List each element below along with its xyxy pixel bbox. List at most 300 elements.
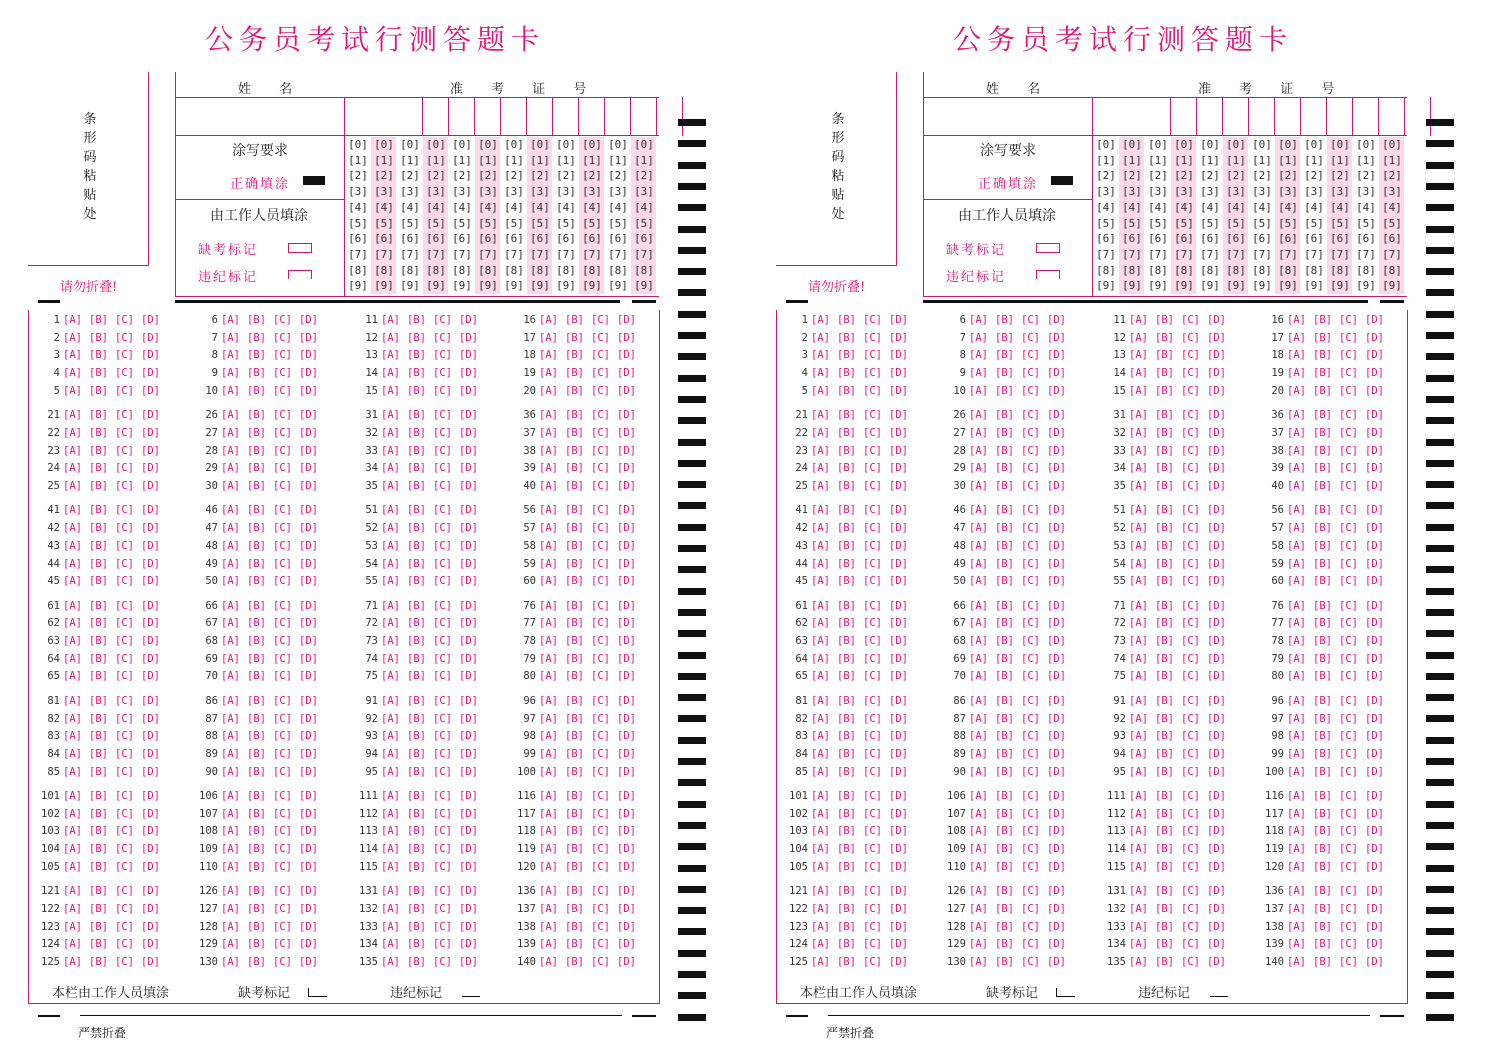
answer-bubble[interactable]: [A]: [381, 409, 400, 422]
answer-bubble[interactable]: [C]: [273, 522, 292, 535]
answer-bubble[interactable]: [A]: [539, 384, 558, 397]
answer-bubble[interactable]: [A]: [811, 902, 830, 915]
id-digit-bubble[interactable]: [8]: [504, 263, 524, 277]
answer-bubble[interactable]: [B]: [1313, 712, 1332, 725]
answer-bubble[interactable]: [A]: [1129, 384, 1148, 397]
answer-bubble[interactable]: [A]: [381, 314, 400, 326]
answer-bubble[interactable]: [B]: [89, 409, 108, 422]
answer-bubble[interactable]: [D]: [1365, 504, 1384, 517]
answer-bubble[interactable]: [C]: [863, 712, 882, 725]
answer-bubble[interactable]: [D]: [1207, 349, 1226, 362]
id-digit-bubble[interactable]: [0]: [1200, 138, 1220, 151]
answer-bubble[interactable]: [A]: [63, 426, 82, 439]
answer-bubble[interactable]: [D]: [141, 480, 160, 492]
answer-bubble[interactable]: [A]: [539, 504, 558, 517]
answer-bubble[interactable]: [C]: [591, 617, 610, 630]
answer-bubble[interactable]: [D]: [141, 670, 160, 683]
answer-bubble[interactable]: [A]: [1129, 522, 1148, 535]
answer-bubble[interactable]: [B]: [565, 843, 584, 856]
answer-bubble[interactable]: [C]: [433, 843, 452, 856]
answer-bubble[interactable]: [B]: [1313, 825, 1332, 838]
answer-bubble[interactable]: [D]: [617, 504, 636, 517]
answer-bubble[interactable]: [C]: [433, 462, 452, 475]
answer-bubble[interactable]: [B]: [89, 314, 108, 326]
answer-bubble[interactable]: [C]: [591, 384, 610, 397]
id-digit-bubble[interactable]: [4]: [1148, 200, 1168, 214]
answer-bubble[interactable]: [B]: [89, 825, 108, 838]
answer-bubble[interactable]: [C]: [273, 652, 292, 665]
answer-bubble[interactable]: [D]: [1047, 694, 1066, 707]
answer-bubble[interactable]: [D]: [459, 956, 478, 968]
id-digit-bubble[interactable]: [7]: [1096, 247, 1116, 261]
answer-bubble[interactable]: [D]: [459, 712, 478, 725]
id-digit-bubble[interactable]: [1]: [374, 153, 394, 167]
answer-bubble[interactable]: [B]: [995, 956, 1014, 968]
answer-bubble[interactable]: [A]: [381, 539, 400, 552]
answer-bubble[interactable]: [A]: [811, 522, 830, 535]
answer-bubble[interactable]: [C]: [863, 462, 882, 475]
answer-bubble[interactable]: [B]: [1313, 522, 1332, 535]
answer-bubble[interactable]: [C]: [273, 843, 292, 856]
answer-bubble[interactable]: [D]: [141, 843, 160, 856]
answer-bubble[interactable]: [A]: [539, 575, 558, 588]
answer-bubble[interactable]: [C]: [273, 670, 292, 683]
answer-bubble[interactable]: [D]: [617, 807, 636, 820]
answer-bubble[interactable]: [B]: [89, 557, 108, 570]
answer-bubble[interactable]: [D]: [889, 694, 908, 707]
answer-bubble[interactable]: [A]: [221, 747, 240, 760]
answer-bubble[interactable]: [C]: [591, 635, 610, 647]
answer-bubble[interactable]: [D]: [1365, 694, 1384, 707]
answer-bubble[interactable]: [D]: [1207, 920, 1226, 933]
answer-bubble[interactable]: [B]: [837, 902, 856, 915]
answer-bubble[interactable]: [D]: [617, 462, 636, 475]
answer-bubble[interactable]: [A]: [221, 825, 240, 838]
footer-absent-box[interactable]: [308, 988, 327, 997]
answer-bubble[interactable]: [A]: [539, 652, 558, 665]
answer-bubble[interactable]: [B]: [407, 480, 426, 492]
answer-bubble[interactable]: [A]: [63, 314, 82, 326]
answer-bubble[interactable]: [C]: [115, 635, 134, 647]
answer-bubble[interactable]: [A]: [1129, 575, 1148, 588]
answer-bubble[interactable]: [C]: [1181, 860, 1200, 873]
id-digit-bubble[interactable]: [4]: [556, 200, 576, 214]
id-digit-bubble[interactable]: [8]: [1096, 263, 1116, 277]
answer-bubble[interactable]: [C]: [433, 575, 452, 588]
answer-bubble[interactable]: [B]: [1155, 504, 1174, 517]
answer-bubble[interactable]: [B]: [247, 860, 266, 873]
id-digit-bubble[interactable]: [9]: [1174, 279, 1194, 293]
id-digit-bubble[interactable]: [1]: [400, 153, 420, 167]
answer-bubble[interactable]: [A]: [811, 575, 830, 588]
id-digit-bubble[interactable]: [9]: [478, 279, 498, 293]
answer-bubble[interactable]: [C]: [1021, 694, 1040, 707]
answer-bubble[interactable]: [D]: [141, 539, 160, 552]
answer-bubble[interactable]: [A]: [539, 599, 558, 612]
answer-bubble[interactable]: [D]: [617, 920, 636, 933]
answer-bubble[interactable]: [D]: [1207, 504, 1226, 517]
answer-bubble[interactable]: [B]: [565, 920, 584, 933]
answer-bubble[interactable]: [A]: [1287, 635, 1306, 647]
answer-bubble[interactable]: [C]: [433, 367, 452, 380]
answer-bubble[interactable]: [D]: [617, 902, 636, 915]
id-digit-bubble[interactable]: [8]: [582, 263, 602, 277]
answer-bubble[interactable]: [D]: [1365, 480, 1384, 492]
answer-bubble[interactable]: [A]: [1287, 825, 1306, 838]
answer-bubble[interactable]: [B]: [837, 384, 856, 397]
violation-mark-box[interactable]: [288, 270, 312, 279]
answer-bubble[interactable]: [A]: [539, 956, 558, 968]
answer-bubble[interactable]: [C]: [273, 956, 292, 968]
id-digit-bubble[interactable]: [8]: [1304, 263, 1324, 277]
answer-bubble[interactable]: [D]: [1365, 885, 1384, 898]
answer-bubble[interactable]: [D]: [1365, 902, 1384, 915]
answer-bubble[interactable]: [B]: [89, 617, 108, 630]
id-digit-bubble[interactable]: [8]: [1382, 263, 1402, 277]
answer-bubble[interactable]: [B]: [837, 462, 856, 475]
answer-bubble[interactable]: [B]: [89, 843, 108, 856]
answer-bubble[interactable]: [A]: [811, 807, 830, 820]
answer-bubble[interactable]: [B]: [1313, 747, 1332, 760]
answer-bubble[interactable]: [D]: [1047, 730, 1066, 743]
answer-bubble[interactable]: [C]: [1339, 765, 1358, 778]
answer-bubble[interactable]: [A]: [1129, 807, 1148, 820]
answer-bubble[interactable]: [A]: [1287, 956, 1306, 968]
answer-bubble[interactable]: [C]: [1339, 539, 1358, 552]
answer-bubble[interactable]: [B]: [995, 670, 1014, 683]
answer-bubble[interactable]: [B]: [837, 426, 856, 439]
answer-bubble[interactable]: [B]: [407, 539, 426, 552]
answer-bubble[interactable]: [C]: [273, 807, 292, 820]
id-digit-bubble[interactable]: [9]: [452, 279, 472, 293]
id-digit-bubble[interactable]: [8]: [1330, 263, 1350, 277]
answer-bubble[interactable]: [B]: [1155, 557, 1174, 570]
answer-bubble[interactable]: [A]: [969, 384, 988, 397]
answer-bubble[interactable]: [C]: [273, 790, 292, 802]
id-digit-bubble[interactable]: [4]: [426, 200, 446, 214]
answer-bubble[interactable]: [B]: [89, 790, 108, 802]
answer-bubble[interactable]: [D]: [141, 384, 160, 397]
id-digit-bubble[interactable]: [3]: [348, 185, 368, 199]
id-digit-bubble[interactable]: [7]: [426, 247, 446, 261]
answer-bubble[interactable]: [C]: [1021, 635, 1040, 647]
id-digit-bubble[interactable]: [8]: [556, 263, 576, 277]
answer-bubble[interactable]: [A]: [1287, 747, 1306, 760]
answer-bubble[interactable]: [B]: [1313, 652, 1332, 665]
answer-bubble[interactable]: [B]: [565, 956, 584, 968]
answer-bubble[interactable]: [B]: [995, 575, 1014, 588]
id-digit-bubble[interactable]: [2]: [582, 169, 602, 183]
answer-bubble[interactable]: [D]: [141, 575, 160, 588]
answer-bubble[interactable]: [C]: [863, 920, 882, 933]
id-digit-bubble[interactable]: [4]: [400, 200, 420, 214]
id-digit-bubble[interactable]: [7]: [1122, 247, 1142, 261]
id-digit-bubble[interactable]: [1]: [1174, 153, 1194, 167]
answer-bubble[interactable]: [C]: [1339, 557, 1358, 570]
id-digit-bubble[interactable]: [2]: [478, 169, 498, 183]
answer-bubble[interactable]: [A]: [969, 426, 988, 439]
id-digit-bubble[interactable]: [5]: [348, 216, 368, 230]
answer-bubble[interactable]: [B]: [89, 444, 108, 457]
answer-bubble[interactable]: [C]: [433, 539, 452, 552]
answer-bubble[interactable]: [D]: [141, 635, 160, 647]
answer-bubble[interactable]: [C]: [1181, 747, 1200, 760]
answer-bubble[interactable]: [B]: [1313, 539, 1332, 552]
answer-bubble[interactable]: [A]: [1287, 522, 1306, 535]
answer-bubble[interactable]: [D]: [1207, 409, 1226, 422]
answer-bubble[interactable]: [B]: [89, 522, 108, 535]
answer-bubble[interactable]: [D]: [617, 956, 636, 968]
answer-bubble[interactable]: [D]: [617, 694, 636, 707]
answer-bubble[interactable]: [B]: [247, 349, 266, 362]
answer-bubble[interactable]: [C]: [115, 860, 134, 873]
answer-bubble[interactable]: [D]: [459, 539, 478, 552]
answer-bubble[interactable]: [C]: [433, 349, 452, 362]
answer-bubble[interactable]: [C]: [1339, 790, 1358, 802]
id-digit-bubble[interactable]: [6]: [1200, 232, 1220, 246]
answer-bubble[interactable]: [C]: [273, 635, 292, 647]
answer-bubble[interactable]: [C]: [1339, 885, 1358, 898]
answer-bubble[interactable]: [C]: [433, 409, 452, 422]
answer-bubble[interactable]: [B]: [407, 747, 426, 760]
id-digit-bubble[interactable]: [1]: [1122, 153, 1142, 167]
answer-bubble[interactable]: [C]: [115, 747, 134, 760]
answer-bubble[interactable]: [B]: [837, 480, 856, 492]
answer-bubble[interactable]: [C]: [863, 825, 882, 838]
answer-bubble[interactable]: [A]: [1287, 409, 1306, 422]
answer-bubble[interactable]: [C]: [115, 409, 134, 422]
answer-bubble[interactable]: [B]: [1155, 539, 1174, 552]
answer-bubble[interactable]: [B]: [1313, 349, 1332, 362]
answer-bubble[interactable]: [D]: [1207, 480, 1226, 492]
answer-bubble[interactable]: [C]: [591, 599, 610, 612]
id-digit-bubble[interactable]: [6]: [504, 232, 524, 246]
answer-bubble[interactable]: [D]: [459, 617, 478, 630]
answer-bubble[interactable]: [B]: [247, 426, 266, 439]
answer-bubble[interactable]: [B]: [89, 730, 108, 743]
answer-bubble[interactable]: [B]: [1155, 522, 1174, 535]
id-digit-bubble[interactable]: [8]: [1226, 263, 1246, 277]
id-digit-bubble[interactable]: [0]: [348, 138, 368, 151]
answer-bubble[interactable]: [B]: [565, 575, 584, 588]
answer-bubble[interactable]: [A]: [1287, 694, 1306, 707]
id-digit-bubble[interactable]: [5]: [1252, 216, 1272, 230]
answer-bubble[interactable]: [D]: [1207, 617, 1226, 630]
answer-bubble[interactable]: [B]: [407, 730, 426, 743]
answer-bubble[interactable]: [A]: [1287, 860, 1306, 873]
answer-bubble[interactable]: [A]: [539, 635, 558, 647]
answer-bubble[interactable]: [C]: [1021, 314, 1040, 326]
id-digit-bubble[interactable]: [9]: [1330, 279, 1350, 293]
answer-bubble[interactable]: [B]: [995, 843, 1014, 856]
answer-bubble[interactable]: [D]: [617, 712, 636, 725]
answer-bubble[interactable]: [A]: [811, 384, 830, 397]
answer-bubble[interactable]: [A]: [63, 790, 82, 802]
id-digit-bubble[interactable]: [3]: [1174, 185, 1194, 199]
id-digit-bubble[interactable]: [5]: [400, 216, 420, 230]
answer-bubble[interactable]: [A]: [539, 790, 558, 802]
footer-violation-box[interactable]: [1210, 988, 1228, 997]
id-digit-bubble[interactable]: [7]: [608, 247, 628, 261]
answer-bubble[interactable]: [C]: [1181, 670, 1200, 683]
answer-bubble[interactable]: [B]: [837, 747, 856, 760]
answer-bubble[interactable]: [A]: [969, 599, 988, 612]
answer-bubble[interactable]: [A]: [381, 956, 400, 968]
id-digit-bubble[interactable]: [1]: [1200, 153, 1220, 167]
answer-bubble[interactable]: [D]: [299, 902, 318, 915]
answer-bubble[interactable]: [D]: [1365, 652, 1384, 665]
answer-bubble[interactable]: [B]: [995, 367, 1014, 380]
answer-bubble[interactable]: [A]: [1129, 349, 1148, 362]
answer-bubble[interactable]: [A]: [1129, 504, 1148, 517]
answer-bubble[interactable]: [D]: [141, 617, 160, 630]
answer-bubble[interactable]: [C]: [273, 444, 292, 457]
answer-bubble[interactable]: [D]: [459, 522, 478, 535]
answer-bubble[interactable]: [C]: [433, 504, 452, 517]
answer-bubble[interactable]: [D]: [299, 617, 318, 630]
answer-bubble[interactable]: [C]: [863, 730, 882, 743]
id-digit-bubble[interactable]: [9]: [1252, 279, 1272, 293]
answer-bubble[interactable]: [B]: [995, 480, 1014, 492]
answer-bubble[interactable]: [B]: [837, 956, 856, 968]
answer-bubble[interactable]: [D]: [889, 480, 908, 492]
answer-bubble[interactable]: [A]: [539, 462, 558, 475]
answer-bubble[interactable]: [C]: [863, 599, 882, 612]
answer-bubble[interactable]: [C]: [863, 635, 882, 647]
answer-bubble[interactable]: [C]: [1021, 730, 1040, 743]
answer-bubble[interactable]: [B]: [407, 462, 426, 475]
id-digit-bubble[interactable]: [0]: [1356, 138, 1376, 151]
answer-bubble[interactable]: [A]: [1129, 956, 1148, 968]
answer-bubble[interactable]: [D]: [617, 885, 636, 898]
answer-bubble[interactable]: [A]: [221, 367, 240, 380]
answer-bubble[interactable]: [A]: [381, 635, 400, 647]
answer-bubble[interactable]: [C]: [591, 694, 610, 707]
answer-bubble[interactable]: [A]: [1287, 730, 1306, 743]
id-digit-bubble[interactable]: [5]: [504, 216, 524, 230]
answer-bubble[interactable]: [C]: [1021, 920, 1040, 933]
answer-bubble[interactable]: [B]: [89, 747, 108, 760]
answer-bubble[interactable]: [B]: [565, 790, 584, 802]
answer-bubble[interactable]: [C]: [1339, 807, 1358, 820]
answer-bubble[interactable]: [D]: [1207, 599, 1226, 612]
answer-bubble[interactable]: [B]: [89, 504, 108, 517]
answer-bubble[interactable]: [D]: [141, 409, 160, 422]
answer-bubble[interactable]: [C]: [115, 790, 134, 802]
answer-bubble[interactable]: [B]: [247, 384, 266, 397]
answer-bubble[interactable]: [B]: [1155, 444, 1174, 457]
answer-bubble[interactable]: [A]: [221, 522, 240, 535]
answer-bubble[interactable]: [C]: [591, 670, 610, 683]
answer-bubble[interactable]: [A]: [63, 522, 82, 535]
answer-bubble[interactable]: [C]: [1021, 860, 1040, 873]
answer-bubble[interactable]: [C]: [591, 314, 610, 326]
answer-bubble[interactable]: [A]: [221, 694, 240, 707]
answer-bubble[interactable]: [A]: [969, 480, 988, 492]
answer-bubble[interactable]: [C]: [433, 384, 452, 397]
id-digit-bubble[interactable]: [0]: [452, 138, 472, 151]
answer-bubble[interactable]: [A]: [381, 860, 400, 873]
answer-bubble[interactable]: [B]: [1155, 712, 1174, 725]
answer-bubble[interactable]: [A]: [1287, 712, 1306, 725]
answer-bubble[interactable]: [A]: [969, 938, 988, 951]
answer-bubble[interactable]: [A]: [381, 712, 400, 725]
id-digit-bubble[interactable]: [8]: [530, 263, 550, 277]
id-digit-bubble[interactable]: [7]: [348, 247, 368, 261]
id-digit-bubble[interactable]: [3]: [1304, 185, 1324, 199]
answer-bubble[interactable]: [D]: [141, 765, 160, 778]
answer-bubble[interactable]: [C]: [433, 712, 452, 725]
answer-bubble[interactable]: [D]: [141, 557, 160, 570]
answer-bubble[interactable]: [C]: [1021, 599, 1040, 612]
answer-bubble[interactable]: [A]: [381, 480, 400, 492]
answer-bubble[interactable]: [A]: [811, 712, 830, 725]
answer-bubble[interactable]: [B]: [837, 367, 856, 380]
id-digit-bubble[interactable]: [1]: [478, 153, 498, 167]
id-digit-bubble[interactable]: [7]: [1148, 247, 1168, 261]
answer-bubble[interactable]: [A]: [1287, 575, 1306, 588]
answer-bubble[interactable]: [C]: [115, 825, 134, 838]
answer-bubble[interactable]: [C]: [115, 462, 134, 475]
id-digit-bubble[interactable]: [6]: [556, 232, 576, 246]
answer-bubble[interactable]: [B]: [565, 730, 584, 743]
id-digit-bubble[interactable]: [5]: [1304, 216, 1324, 230]
answer-bubble[interactable]: [A]: [969, 504, 988, 517]
id-digit-bubble[interactable]: [5]: [1200, 216, 1220, 230]
answer-bubble[interactable]: [A]: [969, 843, 988, 856]
answer-bubble[interactable]: [A]: [539, 920, 558, 933]
id-digit-bubble[interactable]: [9]: [1122, 279, 1142, 293]
answer-bubble[interactable]: [C]: [863, 384, 882, 397]
answer-bubble[interactable]: [B]: [995, 902, 1014, 915]
answer-bubble[interactable]: [B]: [1155, 920, 1174, 933]
answer-bubble[interactable]: [D]: [459, 384, 478, 397]
answer-bubble[interactable]: [D]: [459, 920, 478, 933]
answer-bubble[interactable]: [C]: [115, 557, 134, 570]
answer-bubble[interactable]: [C]: [1339, 480, 1358, 492]
answer-bubble[interactable]: [B]: [995, 599, 1014, 612]
answer-bubble[interactable]: [C]: [591, 444, 610, 457]
answer-bubble[interactable]: [C]: [863, 652, 882, 665]
answer-bubble[interactable]: [B]: [1155, 314, 1174, 326]
answer-bubble[interactable]: [D]: [141, 444, 160, 457]
id-digit-bubble[interactable]: [4]: [452, 200, 472, 214]
answer-bubble[interactable]: [A]: [539, 367, 558, 380]
answer-bubble[interactable]: [D]: [299, 956, 318, 968]
answer-bubble[interactable]: [C]: [115, 504, 134, 517]
answer-bubble[interactable]: [C]: [273, 349, 292, 362]
answer-bubble[interactable]: [C]: [1181, 694, 1200, 707]
id-digit-bubble[interactable]: [4]: [582, 200, 602, 214]
answer-bubble[interactable]: [B]: [565, 652, 584, 665]
answer-bubble[interactable]: [A]: [969, 956, 988, 968]
id-digit-bubble[interactable]: [5]: [452, 216, 472, 230]
answer-bubble[interactable]: [C]: [115, 617, 134, 630]
answer-bubble[interactable]: [D]: [459, 504, 478, 517]
answer-bubble[interactable]: [A]: [1287, 349, 1306, 362]
answer-bubble[interactable]: [D]: [889, 730, 908, 743]
answer-bubble[interactable]: [B]: [1313, 409, 1332, 422]
answer-bubble[interactable]: [C]: [1181, 825, 1200, 838]
id-digit-bubble[interactable]: [8]: [426, 263, 446, 277]
answer-bubble[interactable]: [A]: [811, 480, 830, 492]
answer-bubble[interactable]: [A]: [63, 807, 82, 820]
answer-bubble[interactable]: [D]: [889, 504, 908, 517]
answer-bubble[interactable]: [B]: [837, 599, 856, 612]
answer-bubble[interactable]: [C]: [115, 902, 134, 915]
id-digit-bubble[interactable]: [6]: [1122, 232, 1142, 246]
answer-bubble[interactable]: [A]: [221, 843, 240, 856]
